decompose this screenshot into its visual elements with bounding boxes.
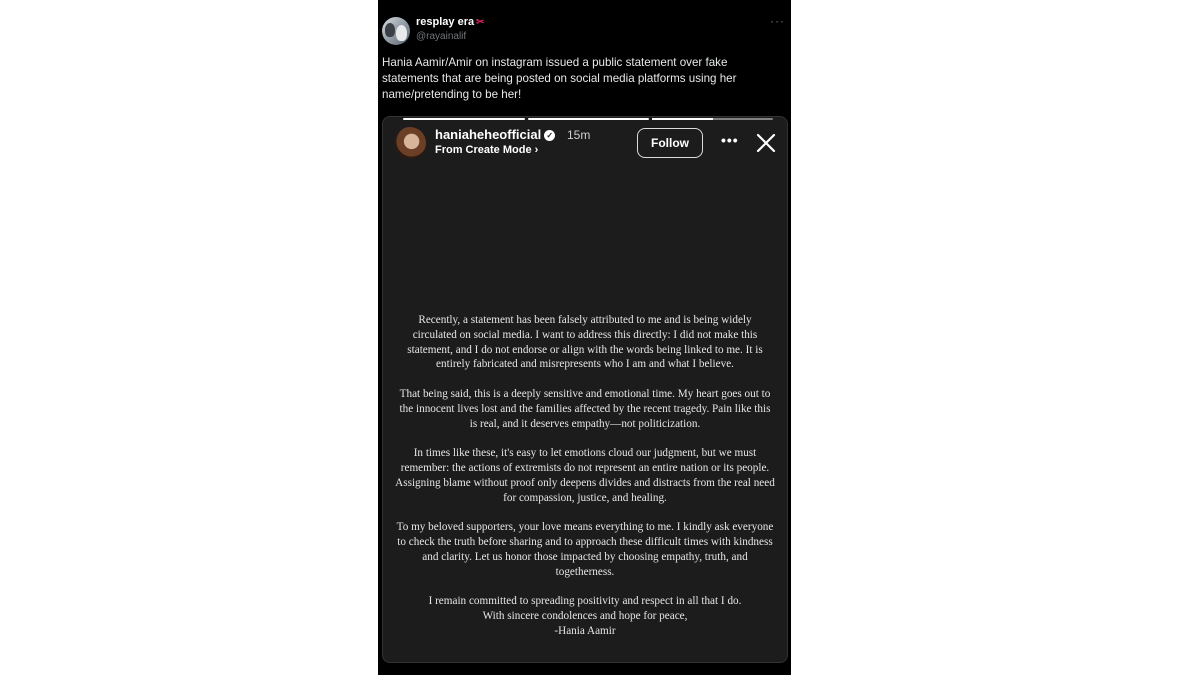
author-avatar[interactable] xyxy=(382,17,410,45)
story-more-icon[interactable]: ••• xyxy=(721,132,739,148)
author-name[interactable] xyxy=(416,16,485,28)
statement-closing xyxy=(395,594,775,638)
follow-button[interactable]: Follow xyxy=(637,128,703,158)
statement-paragraph-2: That being said, this is a deeply sensitive and emotional time. My heart goes out to the innocent lives lost and the families affected by the recent tragedy. Pain like this is real, and it deserves empathy—not politicization. xyxy=(399,387,771,430)
tweet-card xyxy=(378,0,791,675)
story-progress-segment-2 xyxy=(528,118,649,120)
story-progress-segment-3 xyxy=(652,118,773,120)
more-options-icon[interactable]: ··· xyxy=(770,14,785,28)
instagram-story-screenshot[interactable] xyxy=(382,116,788,663)
statement-paragraph-4: To my beloved supporters, your love means everything to me. I kindly ask everyone to check the truth before sharing and to approach these difficult times with kindness and clarity. Let us honor those impacted by choosing empathy, truth, and togetherness. xyxy=(396,521,774,578)
statement-text xyxy=(395,313,775,639)
author-handle[interactable]: @rayainalif xyxy=(416,31,467,42)
story-progress-bar xyxy=(383,118,787,121)
closing-line-2: With sincere condolences and hope for peace, xyxy=(482,609,688,622)
story-time: 15m xyxy=(567,128,591,142)
story-subtitle[interactable]: From Create Mode › xyxy=(435,144,539,156)
story-avatar[interactable] xyxy=(394,127,426,159)
closing-line-1: I remain committed to spreading positivity and respect in all that I do. xyxy=(428,595,742,608)
close-icon[interactable] xyxy=(755,132,777,154)
statement-paragraph-3: In times like these, it's easy to let emotions cloud our judgment, but we must remember: the actions of extremists do not represent an entire nation or its people. Assigning blame without proof only deepens divides and distracts from the real need for compassion, justice, and healing. xyxy=(395,447,775,504)
story-username-text[interactable]: haniaheheofficial xyxy=(435,127,542,142)
scissors-icon: ✂ xyxy=(476,17,485,28)
verified-badge-icon: ✓ xyxy=(544,130,555,141)
statement-paragraph-1: Recently, a statement has been falsely attributed to me and is being widely circulated on social media. I want to address this directly: I did not make this statement, and I do not endorse or align with the words being linked to me. It is entirely fabricated and misrepresents who I am and what I believe. xyxy=(407,314,763,371)
signature: -Hania Aamir xyxy=(554,624,616,637)
author-name-text[interactable]: resplay era xyxy=(416,16,475,28)
tweet-text: Hania Aamir/Amir on instagram issued a public statement over fake statements that are being posted on social media platforms using her name/pretending to be her! xyxy=(382,56,737,101)
story-username[interactable] xyxy=(435,127,555,142)
story-progress-segment-1 xyxy=(403,118,525,120)
